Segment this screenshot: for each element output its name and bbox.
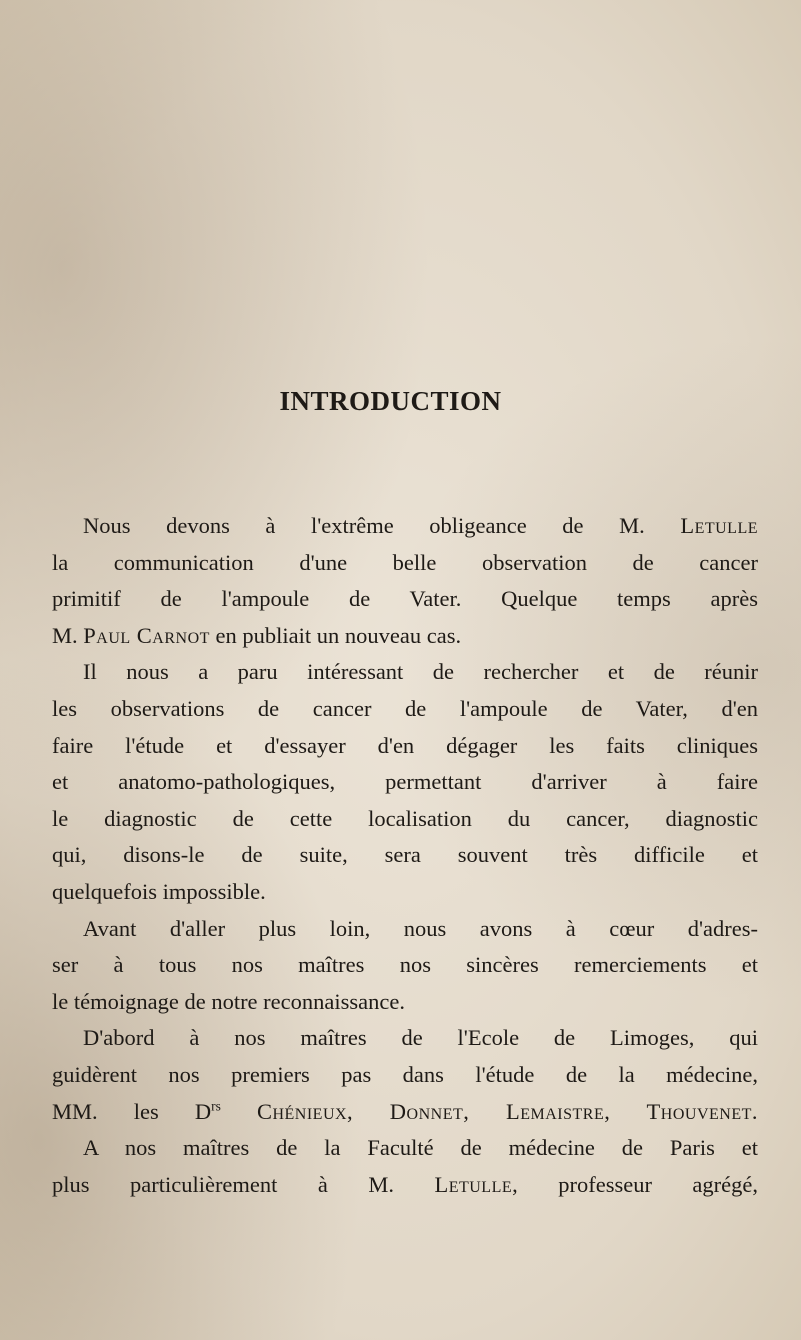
section-heading: INTRODUCTION [279, 386, 502, 417]
text-run: , professeur agrégé, [512, 1171, 758, 1197]
text-line [52, 581, 758, 618]
text-line [52, 801, 758, 838]
text-line [52, 508, 758, 545]
text-line [52, 1167, 758, 1204]
text-run: Il nous a paru intéressant de rechercher et de réunir [83, 659, 758, 685]
text-run: D'abord à nos maîtres de l'Ecole de Limoges, qui [83, 1025, 758, 1051]
text-run: MM. les D [52, 1098, 212, 1124]
text-run: le diagnostic de cette localisation du cancer, diagnostic [52, 805, 758, 831]
text-run: M. [52, 622, 84, 648]
text-line [52, 545, 758, 582]
text-run: faire l'étude et d'essayer d'en dégager les faits cliniques [52, 732, 758, 758]
text-run: primitif de l'ampoule de Vater. Quelque temps après [52, 586, 758, 612]
text-line [52, 618, 758, 655]
body-text [52, 508, 758, 1203]
text-line [52, 728, 758, 765]
text-run: A nos maîtres de la Faculté de médecine de Paris et [83, 1135, 758, 1161]
name-smallcaps: Chénieux, Donnet, Lemaistre, Thouvenet. [256, 1098, 758, 1124]
text-line [52, 947, 758, 984]
text-line [52, 764, 758, 801]
text-run: et anatomo-pathologiques, permettant d'arriver à faire [52, 769, 758, 795]
name-smallcaps: Paul Carnot [83, 622, 210, 648]
text-line [52, 691, 758, 728]
text-run: plus particulièrement à M. [52, 1171, 435, 1197]
text-run: Avant d'aller plus loin, nous avons à cœur d'adres- [83, 915, 758, 941]
text-run: en publiait un nouveau cas. [209, 622, 462, 648]
text-line [52, 984, 758, 1021]
text-line [52, 837, 758, 874]
text-line [52, 654, 758, 691]
text-line [52, 1094, 758, 1131]
text-line [52, 1057, 758, 1094]
text-line [52, 1130, 758, 1167]
name-smallcaps: Letulle [680, 513, 758, 538]
text-run: guidèrent nos premiers pas dans l'étude de la médecine, [52, 1061, 758, 1087]
text-run: les observations de cancer de l'ampoule de Vater, d'en [52, 695, 758, 721]
text-run: ser à tous nos maîtres nos sincères remerciements et [52, 952, 758, 978]
text-line [52, 1020, 758, 1057]
text-line [52, 874, 758, 911]
superscript: rs [211, 1098, 221, 1113]
text-run: Nous devons à l'extrême obligeance de M. [83, 513, 681, 538]
text-run: quelquefois impossible. [52, 878, 266, 904]
text-line [52, 911, 758, 948]
text-run [221, 1099, 257, 1124]
text-run: le témoignage de notre reconnaissance. [52, 988, 405, 1014]
text-run: qui, disons-le de suite, sera souvent très difficile et [52, 842, 758, 868]
text-run: la communication d'une belle observation de cancer [52, 549, 758, 575]
name-smallcaps: Letulle [434, 1171, 513, 1197]
